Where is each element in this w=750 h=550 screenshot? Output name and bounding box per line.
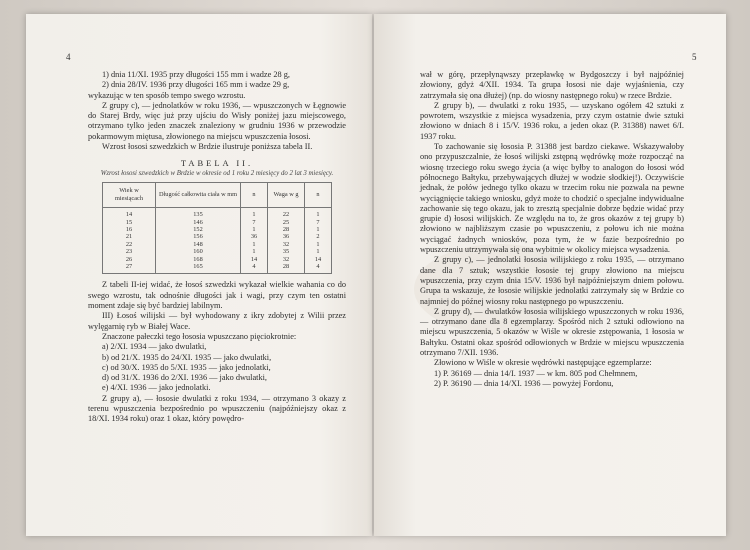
page-number: 4 [66,52,71,62]
table-cell: 23 [103,248,156,255]
table-cell: 152 [156,226,241,233]
table-cell: 7 [241,219,268,226]
table-cell: 21 [103,233,156,240]
table-cell: 1 [305,248,332,255]
table-cell: 4 [241,263,268,274]
table-cell: 160 [156,248,241,255]
table-header: Wiek w miesiącach [103,183,156,208]
paragraph: Z grupy b), — dwulatki z roku 1935, — uzyskano ogółem 42 sztuki z powrotem, wszystkie z miejsca wysadzenia, przy czym ostatnie dwie sztuki złowiono w dniach 8 i 15/V. 1936 roku, a jeden okaz (P. 31388) nawet 6/I. 1937 roku. [420,100,684,141]
left-page [26,14,372,536]
left-page-body [88,70,346,425]
right-page-body [420,70,684,389]
table-cell: 14 [305,256,332,263]
table-cell: 22 [268,208,305,219]
table-cell: 1 [241,248,268,255]
table-cell: 1 [241,226,268,233]
paragraph: III) Łosoś wilijski — był wyhodowany z ikry zdobytej z Wilii przez wylęgarnię ryb w Białej Wace. [88,311,346,331]
paragraph: Z grupy a), — łososie dwulatki z roku 1934, — otrzymano 3 okazy z terenu wpuszczenia bezpośrednio po wpuszczeniu (najpóźniejszy okaz z 18/XI. 1934 roku) oraz 1 okaz, który powędro- [88,393,346,424]
text-line: wykazując w ten sposób tempo swego wzrostu. [88,90,246,100]
paragraph: wał w górę, przepłynąwszy przepławkę w Bydgoszczy i był najpóźniej złowiony, gdyż 4/XII. 1934. Ta grupa łososi nie daje wyjaśnienia, czy zatrzymała się ona dłużej) (np. do wiosny następnego roku) w rzece Brdzie. [420,70,684,100]
list-item: b) od 21/X. 1935 do 24/XI. 1935 — jako dwulatki, [102,352,272,362]
table-cell: 28 [268,226,305,233]
table-cell: 168 [156,256,241,263]
table-cell: 1 [305,208,332,219]
table-cell: 28 [268,263,305,274]
table-cell: 25 [268,219,305,226]
table-cell: 16 [103,226,156,233]
text-line: 1) dnia 11/XI. 1935 przy długości 155 mm i wadze 28 g, [102,70,290,79]
paragraph: Znaczone pałeczki tego łososia wpuszczano pięciokrotnie: [102,331,297,341]
paragraph: Z grupy d), — dwulatków łososia wilijskiego wpuszczonych w roku 1936, — otrzymano dane dla 8 egzemplarzy. Spośród nich 2 sztuki odłowiono na miejscu wpuszczenia, 5 okazów w Wiśle w okresie zstępowania, 1 łososia w Bałtyku. Ostatni okaz spośród odłowionych w Brdzie w miejscu wpuszczenia otrzymano 7/XII. 1936. [420,306,684,358]
table-cell: 36 [268,233,305,240]
right-page [374,14,726,536]
table-cell: 4 [305,263,332,274]
table-cell: 27 [103,263,156,274]
table-cell: 15 [103,219,156,226]
release-list [88,342,346,393]
list-item: e) 4/XI. 1936 — jako jednolatki. [102,383,211,393]
table-cell: 32 [268,256,305,263]
table-title: TABELA II. [180,158,254,169]
table-row [103,241,332,248]
table-header: n [305,183,332,208]
table-cell: 165 [156,263,241,274]
table-cell: 36 [241,233,268,240]
table-row [103,208,332,219]
table-row [103,226,332,233]
catch-list [420,369,684,390]
paragraph: Z tabeli II-iej widać, że łosoś szwedzki wykazał wielkie wahania co do swego wzrostu, tak odnośnie długości jak i wagi, przy czym ten ostatni moment zdaje się być bardziej labilnym. [88,280,346,311]
list-item: d) od 31/X. 1936 do 2/XI. 1936 — jako dwulatki, [102,373,268,383]
table-cell: 7 [305,219,332,226]
table-cell: 26 [103,256,156,263]
table-cell: 1 [241,241,268,248]
paragraph: Złowiono w Wiśle w okresie wędrówki następujące egzemplarze: [434,358,652,368]
paragraph: Z grupy c), — jednolatki łososia wilijskiego z roku 1935, — otrzymano dane dla 7 sztuk; wszystkie łososie tej grupy złowiono na miejscu wpuszczenia, przy czym dnia 15/V. 1936 był najpóźniejszym dniem połowu. Grupa ta wskazuje, że łososie wilijskie jednolatki zatrzymały się w Brdzie co najmniej do późnej wiosny roku następnego po wpuszczeniu. [420,255,684,306]
list-item: 2) P. 36190 — dnia 14/XI. 1936 — powyżej Fordonu, [434,378,614,388]
table-row [103,248,332,255]
table-cell: 32 [268,241,305,248]
table-cell: 1 [241,208,268,219]
data-table [102,182,332,274]
page-number: 5 [692,52,697,62]
list-item: 1) P. 36169 — dnia 14/I. 1937 — w km. 805 pod Chełmnem, [434,368,638,378]
table-header: n [241,183,268,208]
text-line: 2) dnia 28/IV. 1936 przy długości 165 mm i wadze 29 g, [102,80,290,90]
paragraph: To zachowanie się łososia P. 31388 jest bardzo ciekawe. Wskazywałoby ono przypuszczalnie, że łosoś wilijski zstępną wędrówkę może rozpocząć na wiosnę trzeciego roku swego życia (a więc byłby to analogon do łososi wód północnego Bałtyku, przebywających dłużej w wodzie słodkiej!). Oczywiście jednak, że połów jednego tylko okazu w trzecim roku nie pozwala na pewne wyciągnięcie takiego wniosku, gdyż może to chodzić o specjalne indywidualne zachowanie się tego okazu, jak to zresztą specjalnie dobrze będzie widać przy grupie d) łososi wilijskich. Ze względu na to, że gros okazów z tej grupy b) złowiono w najbliższym czasie po wpuszczeniu, z połowu ich nie można wyciągać żadnych wniosków, poza tym, że w fazie bezpośrednio po wpuszczeniu utrzymywała się ona wybitnie w okolicy miejsca wysadzenia. [420,142,684,255]
table-cell: 156 [156,233,241,240]
table-row [103,219,332,226]
paragraph: Z grupy c), — jednolatków w roku 1936, — wpuszczonych w Łęgnowie do Starej Brdy, więc już przy ujściu do Wisły poniżej jazu miejscowego, otrzymano tylko jeden znaczek znaleziony w grudniu 1936 w przewodzie pokarmowym miętusa, złowionego na miejscu wpuszczenia łososi. [88,100,346,141]
table-cell: 14 [241,256,268,263]
table-cell: 22 [103,241,156,248]
table-cell: 135 [156,208,241,219]
table-cell: 148 [156,241,241,248]
table-row [103,233,332,240]
table-row [103,263,332,274]
table-row [103,256,332,263]
paragraph: Wzrost łososi szwedzkich w Brdzie ilustruje poniższa tabela II. [102,142,313,152]
table-cell: 146 [156,219,241,226]
table-caption: Wzrost łososi szwedzkich w Brdzie w okresie od 1 roku 2 miesięcy do 2 lat 3 miesięcy. [100,169,334,177]
table-cell: 14 [103,208,156,219]
table-header: Waga w g [268,183,305,208]
list-item: a) 2/XI. 1934 — jako dwulatki, [102,342,207,352]
table-header: Długość całkowita ciała w mm [156,183,241,208]
table-cell: 1 [305,241,332,248]
table-cell: 2 [305,233,332,240]
table-cell: 1 [305,226,332,233]
list-item: c) od 30/X. 1935 do 5/XI. 1935 — jako jednolatki, [102,362,271,372]
table-cell: 35 [268,248,305,255]
